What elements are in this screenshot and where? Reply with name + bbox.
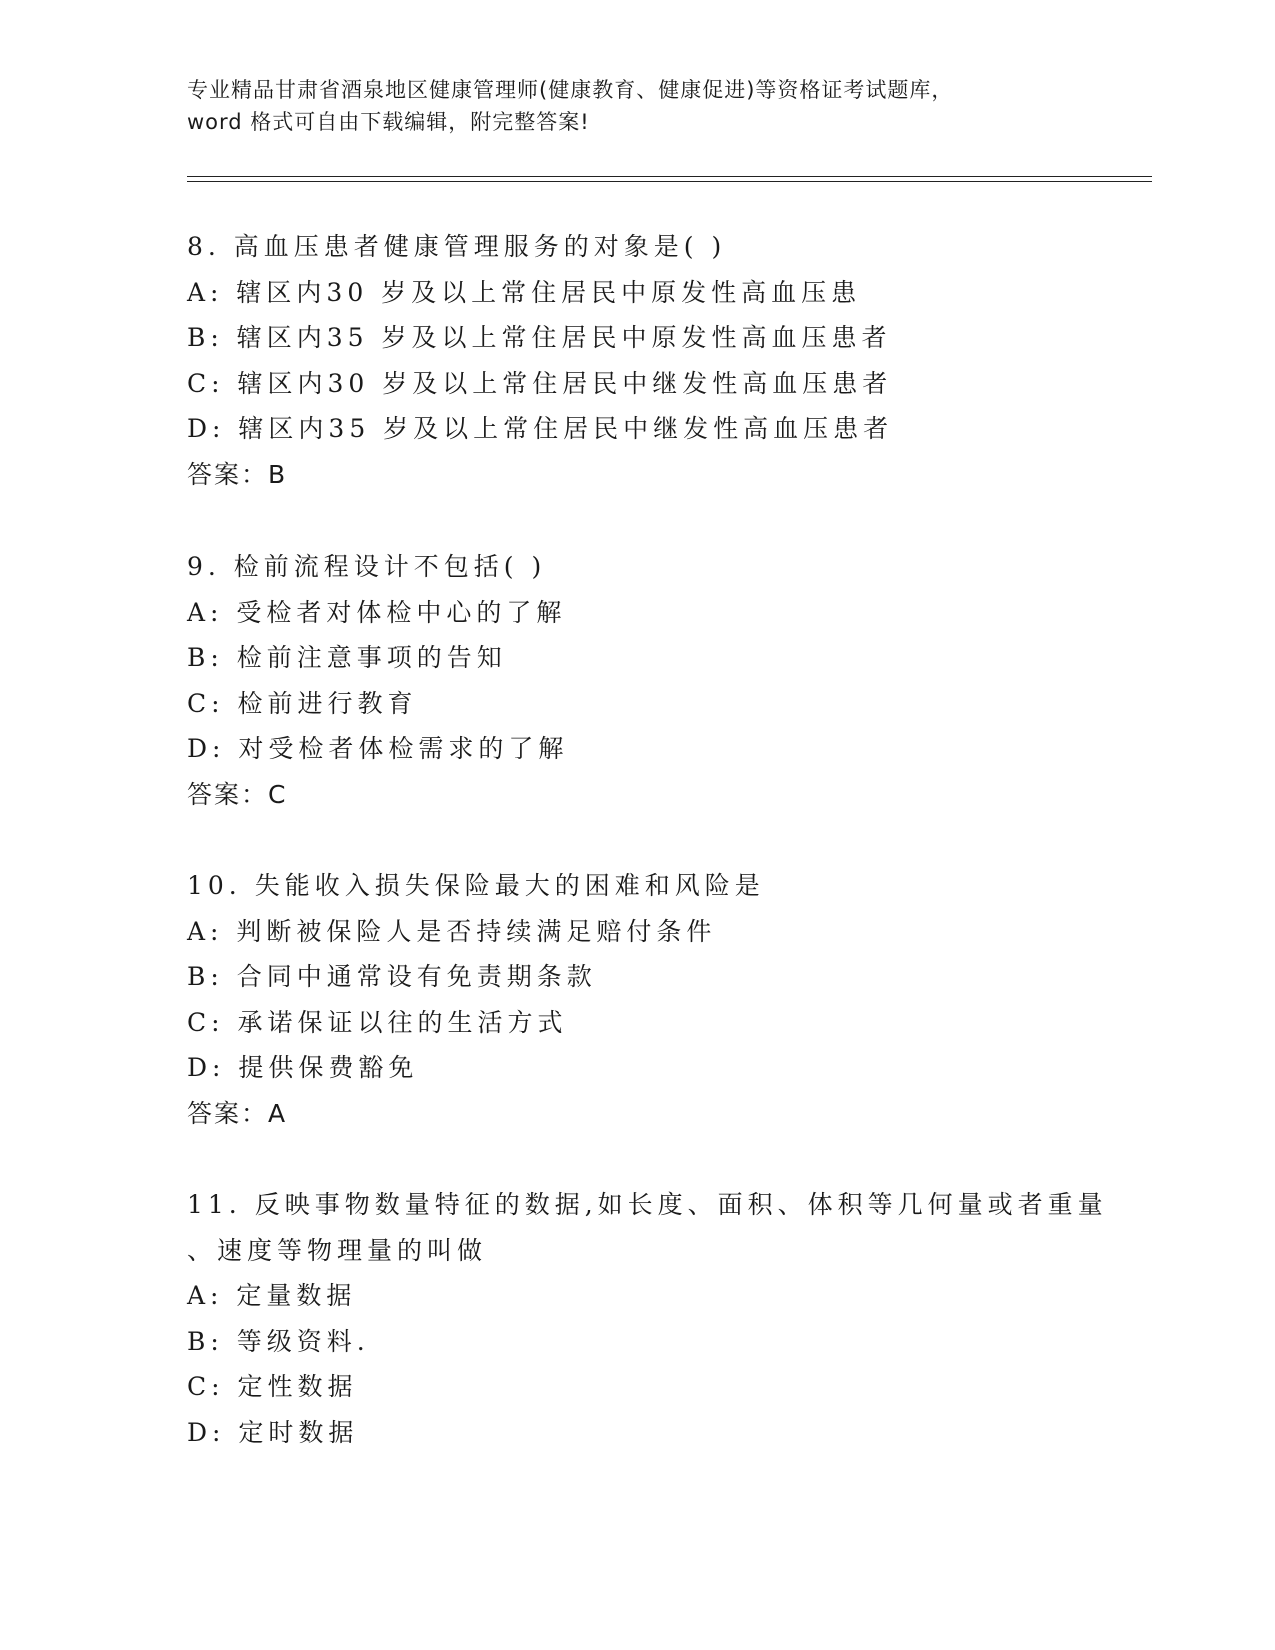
answer-line: 答案：A (187, 1098, 288, 1128)
option-b: B: 辖区内35 岁及以上常住居民中原发性高血压患者 (187, 323, 892, 352)
header-line-2: word 格式可自由下载编辑，附完整答案! (187, 110, 590, 134)
answer-line: 答案：C (187, 779, 288, 809)
header-divider-top (187, 176, 1152, 177)
option-d: D: 辖区内35 岁及以上常住居民中继发性高血压患者 (187, 414, 894, 443)
question-stem: 8. 高血压患者健康管理服务的对象是( ) (187, 232, 727, 261)
header-line-1: 专业精品甘肃省酒泉地区健康管理师(健康教育、健康促进)等资格证考试题库， (187, 78, 954, 102)
option-c: C: 承诺保证以往的生活方式 (187, 1007, 568, 1037)
option-a: A: 受检者对体检中心的了解 (187, 597, 567, 627)
question-11 (187, 1182, 1108, 1455)
option-b: B: 检前注意事项的告知 (187, 643, 507, 672)
option-a: A: 定量数据 (187, 1281, 357, 1310)
question-9 (187, 544, 1087, 817)
answer-line: 答案：B (187, 459, 288, 489)
question-stem: 11. 反映事物数量特征的数据,如长度、面积、体积等几何量或者重量 (187, 1190, 1108, 1219)
option-a: A: 判断被保险人是否持续满足赔付条件 (187, 916, 717, 946)
question-8 (187, 224, 1087, 497)
question-stem: 10. 失能收入损失保险最大的困难和风险是 (187, 871, 765, 900)
header-divider-bottom (187, 181, 1152, 182)
option-b: B: 合同中通常设有免责期条款 (187, 962, 597, 991)
option-a: A: 辖区内30 岁及以上常住居民中原发性高血压患 (187, 277, 862, 307)
option-c: C: 定性数据 (187, 1372, 358, 1401)
question-10 (187, 863, 1087, 1136)
question-stem-continued: 、速度等物理量的叫做 (187, 1235, 488, 1265)
question-stem: 9. 检前流程设计不包括( ) (187, 552, 547, 581)
option-c: C: 检前进行教育 (187, 688, 418, 718)
option-d: D: 对受检者体检需求的了解 (187, 734, 569, 763)
option-c: C: 辖区内30 岁及以上常住居民中继发性高血压患者 (187, 368, 893, 398)
document-header (187, 74, 1047, 138)
option-d: D: 提供保费豁免 (187, 1053, 419, 1082)
option-b: B: 等级资料. (187, 1326, 370, 1356)
option-d: D: 定时数据 (187, 1417, 359, 1447)
